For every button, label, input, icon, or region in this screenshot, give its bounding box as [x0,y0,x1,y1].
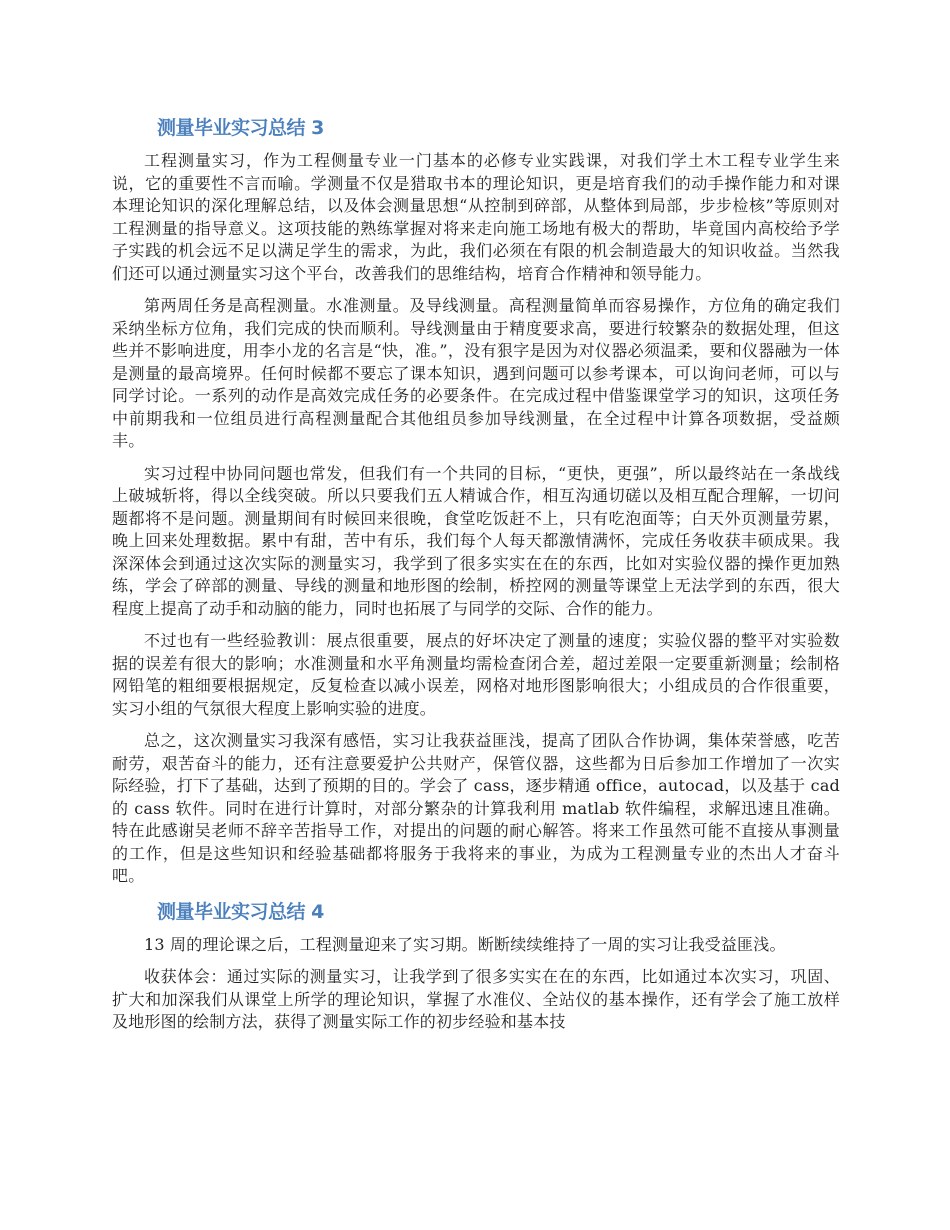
paragraph: 总之，这次测量实习我深有感悟，实习让我获益匪浅，提高了团队合作协调，集体荣誉感，吃苦耐劳，艰苦奋斗的能力，还有注意要爱护公共财产，保管仪器，这些都为日后参加工作增加了一次实际经验，打下了基础，达到了预期的目的。学会了 cass，逐步精通 office，autocad，以及基于 cad 的 cass 软件。同时在进行计算时，对部分繁杂的计算我利用 matlab 软件编程，求解迅速且准确。特在此感谢吴老师不辞辛苦指导工作，对提出的问题的耐心解答。将来工作虽然可能不直接从事测量的工作，但是这些知识和经验基础都将服务于我将来的事业，为成为工程测量专业的杰出人才奋斗吧。 [112,731,840,885]
section-summary-3 [112,114,840,888]
paragraph: 不过也有一些经验教训：展点很重要，展点的好坏决定了测量的速度；实验仪器的整平对实验数据的误差有很大的影响；水准测量和水平角测量均需检查闭合差，超过差限一定要重新测量；绘制格网铅笔的粗细要根据规定，反复检查以减小误差，网格对地形图影响很大；小组成员的合作很重要，实习小组的气氛很大程度上影响实验的进度。 [112,631,840,718]
section-title: 测量毕业实习总结 4 [157,900,324,923]
paragraph: 13 周的理论课之后，工程测量迎来了实习期。断断续续维持了一周的实习让我受益匪浅。 [144,934,786,954]
paragraph: 实习过程中协同问题也常发，但我们有一个共同的目标，“更快，更强”，所以最终站在一条战线上破城斩将，得以全线突破。所以只要我们五人精诚合作，相互沟通切磋以及相互配合理解，一切问题都将不是问题。测量期间有时候回来很晚，食堂吃饭赶不上，只有吃泡面等；白天外页测量劳累，晚上回来处理数据。累中有甜，苦中有乐，我们每个人每天都激情满怀，完成任务收获丰硕成果。我深深体会到通过这次实际的测量实习，我学到了很多实实在在的东西，比如对实验仪器的操作更加熟练，学会了碎部的测量、导线的测量和地形图的绘制，桥控网的测量等课堂上无法学到的东西，很大程度上提高了动手和动脑的能力，同时也拓展了与同学的交际、合作的能力。 [112,463,840,618]
document-page [112,108,840,1044]
section-title: 测量毕业实习总结 3 [157,117,324,139]
paragraph: 工程测量实习，作为工程侧量专业一门基本的必修专业实践课，对我们学土木工程专业学生来说，它的重要性不言而喻。学测量不仅是猎取书本的理论知识，更是培育我们的动手操作能力和对课本理论知识的深化理解总结，以及体会测量思想“从控制到碎部，从整体到局部，步步检核”等原则对工程测量的指导意义。这项技能的熟练掌握对将来走向施工场地有极大的帮助，毕竟国内高校给予学子实践的机会远不足以满足学生的需求，为此，我们必须在有限的机会制造最大的知识收益。当然我们还可以通过测量实习这个平台，改善我们的思维结构，培育合作精神和领导能力。 [112,151,840,283]
section-summary-4 [112,898,840,1034]
paragraph: 收获体会：通过实际的测量实习，让我学到了很多实实在在的东西，比如通过本次实习，巩固、扩大和加深我们从课堂上所学的理论知识，掌握了水准仪、全站仪的基本操作，还有学会了施工放样及地形图的绘制方法，获得了测量实际工作的初步经验和基本技 [112,967,840,1031]
paragraph: 第两周任务是高程测量。水准测量。及导线测量。高程测量简单而容易操作，方位角的确定我们采纳坐标方位角，我们完成的快而顺利。导线测量由于精度要求高，要进行较繁杂的数据处理，但这些并不影响进度，用李小龙的名言是“快，准。”，没有狠字是因为对仪器必须温柔，要和仪器融为一体是测量的最高境界。任何时候都不要忘了课本知识，遇到问题可以参考课本，可以询问老师，可以与同学讨论。一系列的动作是高效完成任务的必要条件。在完成过程中借鉴课堂学习的知识，这项任务中前期我和一位组员进行高程测量配合其他组员参加导线测量，在全过程中计算各项数据，受益颇丰。 [112,296,840,450]
